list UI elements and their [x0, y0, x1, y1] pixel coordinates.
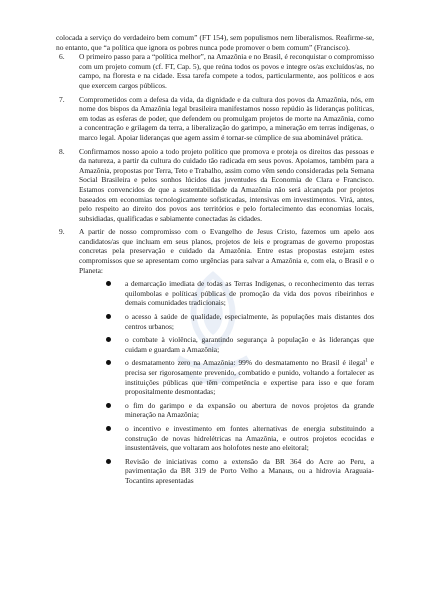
bullet-item	[102, 424, 374, 453]
bullet-item	[102, 401, 374, 420]
bullet-text: o acesso à saúde de qualidade, especialmente, às populações mais distantes dos centros urbanos;	[125, 312, 374, 331]
list-item-9	[56, 227, 374, 485]
bullet-icon	[106, 314, 111, 319]
intro-continuation: colocada a serviço do verdadeiro bem comum” (FT 154), sem populismos nem liberalismos. Reafirme-se, no entanto, que “a política que ignora os pobres nunca pode promover o bem comum” (Francisco).	[56, 33, 374, 52]
bullet-item	[102, 312, 374, 331]
item-text: Confirmamos nosso apoio a todo projeto político que promova e proteja os direitos das pessoas e da natureza, a partir da cultura do cuidado tão radicada em seus povos. Apoiamos, também para a Amazônia, propostas por Terra, Teto e Trabalho, assim como vêm sendo consideradas pela Semana Social Brasileira e pelos sonhos lúcidos das juventudes da Economia de Clara e Francisco. Estamos convencidos de que a sustentabilidade da Amazônia não será alcançada por projetos baseados em economias tecnologicamente sofisticadas, intensivas em investimentos. Virá, antes, pelo respeito ao direito dos povos aos territórios e pelo fortalecimento das economias locais, subsidiadas, qualificadas e sabiamente conectadas às cidades.	[79, 146, 374, 223]
item-text: Comprometidos com a defesa da vida, da dignidade e da cultura dos povos da Amazônia, nós, em nome dos bispos da Amazônia legal brasileira manifestamos nosso repúdio às lideranças políticas, em todas as esferas de poder, que defendem ou promulgam projetos de morte na Amazônia, como a concentração e grilagem da terra, a liberalização do garimpo, a mineração em terras indígenas, o marco legal. Apoiar lideranças que agem assim é tornar-se cúmplice de sua abominável prática.	[79, 94, 374, 142]
bullet-item	[102, 457, 374, 486]
bullet-item	[102, 279, 374, 308]
item-number: 9.	[59, 227, 65, 237]
bullet-text: a demarcação imediata de todas as Terras Indígenas, o reconhecimento das terras quilombolas e políticas públicas de promoção da vida dos povos ribeirinhos e demais comunidades tradicionais;	[125, 279, 374, 308]
item-text: A partir de nosso compromisso com o Evangelho de Jesus Cristo, fazemos um apelo aos candidatos/as que incluam em seus planos, projetos de leis e programas de governo propostas concretas pela preservação e cuidado da Amazônia. Entre estas propostas estejam estes compromissos que se apresentam como urgências para salvar a Amazônia e, com ela, o Brasil e o Planeta:	[79, 227, 374, 275]
item-text: O primeiro passo para a “política melhor”, na Amazônia e no Brasil, é reconquistar o compromisso com um projeto comum (cf. FT, Cap. 5), que reúna todos os povos e integre os/as excluídos/as, no campo, na floresta e na cidade. Essa tarefa compete a todos, particularmente, aos políticos e aos que exercem cargos públicos.	[79, 52, 374, 90]
bullet-icon	[106, 360, 111, 365]
bullet-text: Revisão de iniciativas como a extensão da BR 364 do Acre ao Peru, a pavimentação da BR 319 de Porto Velho a Manaus, ou a hidrovia Araguaia-Tocantins apresentadas	[125, 456, 374, 485]
bullet-text: o fim do garimpo e da expansão ou abertura de novos projetos da grande mineração na Amazônia;	[125, 400, 374, 420]
bullet-text	[125, 358, 374, 396]
bullet-icon	[106, 426, 111, 431]
bullet-item	[102, 335, 374, 354]
bullet-text: o combate à violência, garantindo segurança à população e às lideranças que cuidam e guardam a Amazônia;	[125, 335, 374, 354]
bullet-text: o incentivo e investimento em fontes alternativas de energia substituindo a construção de novas hidrelétricas na Amazônia, e outros projetos ecocidas e insustentáveis, que voltaram aos holofotes neste ano eleitoral;	[125, 423, 374, 453]
bullet-icon	[106, 403, 111, 408]
document-body	[56, 33, 374, 490]
bullet-icon	[106, 459, 111, 464]
item-number: 8.	[59, 146, 65, 156]
bullet-text-part: o desmatamento zero na Amazônia: 99% do desmatamento no Brasil é ilegal	[125, 358, 366, 368]
bullet-text-part: e precisa ser rigorosamente prevenido, combatido e punido, voltando a fortalecer as instituições públicas que têm competência e expertise para isso e que foram propositalmente desmontadas;	[125, 358, 374, 397]
list-item-8	[56, 147, 374, 224]
item-number: 6.	[59, 52, 65, 62]
list-item-7	[56, 95, 374, 143]
item-number: 7.	[59, 94, 65, 104]
footnote-reference[interactable]: 1	[365, 358, 368, 364]
list-item-6	[56, 52, 374, 90]
bullet-icon	[106, 337, 111, 342]
bullet-item	[102, 358, 374, 396]
bullet-icon	[106, 281, 111, 286]
